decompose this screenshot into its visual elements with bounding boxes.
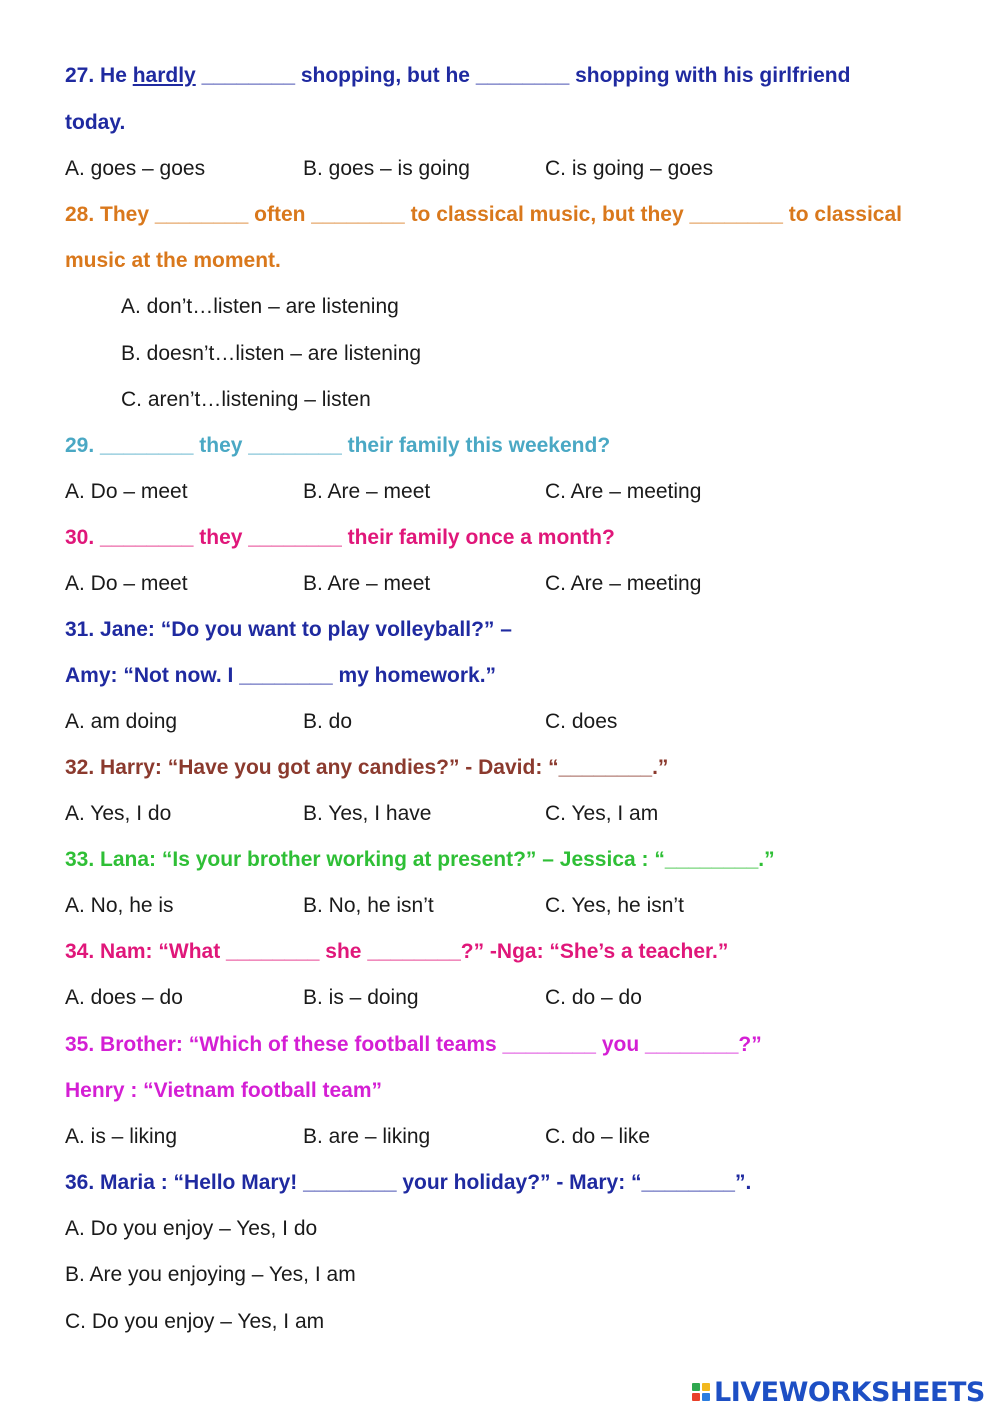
q28-option-a[interactable]: A. don’t…listen – are listening bbox=[121, 295, 399, 318]
question-29: 29. ________ they ________ their family this weekend? bbox=[65, 434, 611, 457]
q31-option-c[interactable]: C. does bbox=[545, 710, 618, 733]
q29-option-a[interactable]: A. Do – meet bbox=[65, 480, 188, 503]
q28-option-c[interactable]: C. aren’t…listening – listen bbox=[121, 388, 371, 411]
question-31-line-2: Amy: “Not now. I ________ my homework.” bbox=[65, 664, 497, 687]
logo-text: LIVEWORKSHEETS bbox=[714, 1376, 985, 1408]
question-28-line-2: music at the moment. bbox=[65, 249, 281, 272]
q32-option-c[interactable]: C. Yes, I am bbox=[545, 802, 659, 825]
question-35-line-1: 35. Brother: “Which of these football teams ________ you ________?” bbox=[65, 1033, 762, 1056]
question-27-line-2: today. bbox=[65, 111, 126, 134]
q29-option-c[interactable]: C. Are – meeting bbox=[545, 480, 702, 503]
q27-option-a[interactable]: A. goes – goes bbox=[65, 157, 206, 180]
q27-option-c[interactable]: C. is going – goes bbox=[545, 157, 714, 180]
question-35-line-2: Henry : “Vietnam football team” bbox=[65, 1079, 383, 1102]
q36-option-a[interactable]: A. Do you enjoy – Yes, I do bbox=[65, 1217, 318, 1240]
q30-option-c[interactable]: C. Are – meeting bbox=[545, 572, 702, 595]
q30-option-a[interactable]: A. Do – meet bbox=[65, 572, 188, 595]
liveworksheets-logo bbox=[692, 1375, 985, 1409]
underlined-word: hardly bbox=[132, 64, 196, 87]
q36-option-b[interactable]: B. Are you enjoying – Yes, I am bbox=[65, 1263, 356, 1286]
question-27-line-1: 27. He hardly ________ shopping, but he ________ shopping with his girlfriend bbox=[65, 64, 851, 87]
question-34: 34. Nam: “What ________ she ________?” -Nga: “She’s a teacher.” bbox=[65, 940, 729, 963]
question-28-line-1: 28. They ________ often ________ to classical music, but they ________ to classical bbox=[65, 203, 902, 226]
q33-option-b[interactable]: B. No, he isn’t bbox=[303, 894, 434, 917]
q31-option-a[interactable]: A. am doing bbox=[65, 710, 178, 733]
q32-option-a[interactable]: A. Yes, I do bbox=[65, 802, 172, 825]
q34-option-a[interactable]: A. does – do bbox=[65, 986, 183, 1009]
q34-option-b[interactable]: B. is – doing bbox=[303, 986, 419, 1009]
q35-option-c[interactable]: C. do – like bbox=[545, 1125, 651, 1148]
q35-option-b[interactable]: B. are – liking bbox=[303, 1125, 431, 1148]
q32-option-b[interactable]: B. Yes, I have bbox=[303, 802, 432, 825]
q27-option-b[interactable]: B. goes – is going bbox=[303, 157, 470, 180]
question-30: 30. ________ they ________ their family once a month? bbox=[65, 526, 615, 549]
q35-option-a[interactable]: A. is – liking bbox=[65, 1125, 178, 1148]
q31-option-b[interactable]: B. do bbox=[303, 710, 353, 733]
q30-option-b[interactable]: B. Are – meet bbox=[303, 572, 431, 595]
q29-option-b[interactable]: B. Are – meet bbox=[303, 480, 431, 503]
q28-option-b[interactable]: B. doesn’t…listen – are listening bbox=[121, 342, 421, 365]
q34-option-c[interactable]: C. do – do bbox=[545, 986, 642, 1009]
question-31-line-1: 31. Jane: “Do you want to play volleyball?” – bbox=[65, 618, 512, 641]
q33-option-a[interactable]: A. No, he is bbox=[65, 894, 174, 917]
q33-option-c[interactable]: C. Yes, he isn’t bbox=[545, 894, 684, 917]
question-32: 32. Harry: “Have you got any candies?” - David: “________.” bbox=[65, 756, 669, 779]
liveworksheets-logo-icon bbox=[692, 1383, 710, 1401]
q36-option-c[interactable]: C. Do you enjoy – Yes, I am bbox=[65, 1310, 325, 1333]
question-36: 36. Maria : “Hello Mary! ________ your holiday?” - Mary: “________”. bbox=[65, 1171, 752, 1194]
question-33: 33. Lana: “Is your brother working at present?” – Jessica : “________.” bbox=[65, 848, 775, 871]
